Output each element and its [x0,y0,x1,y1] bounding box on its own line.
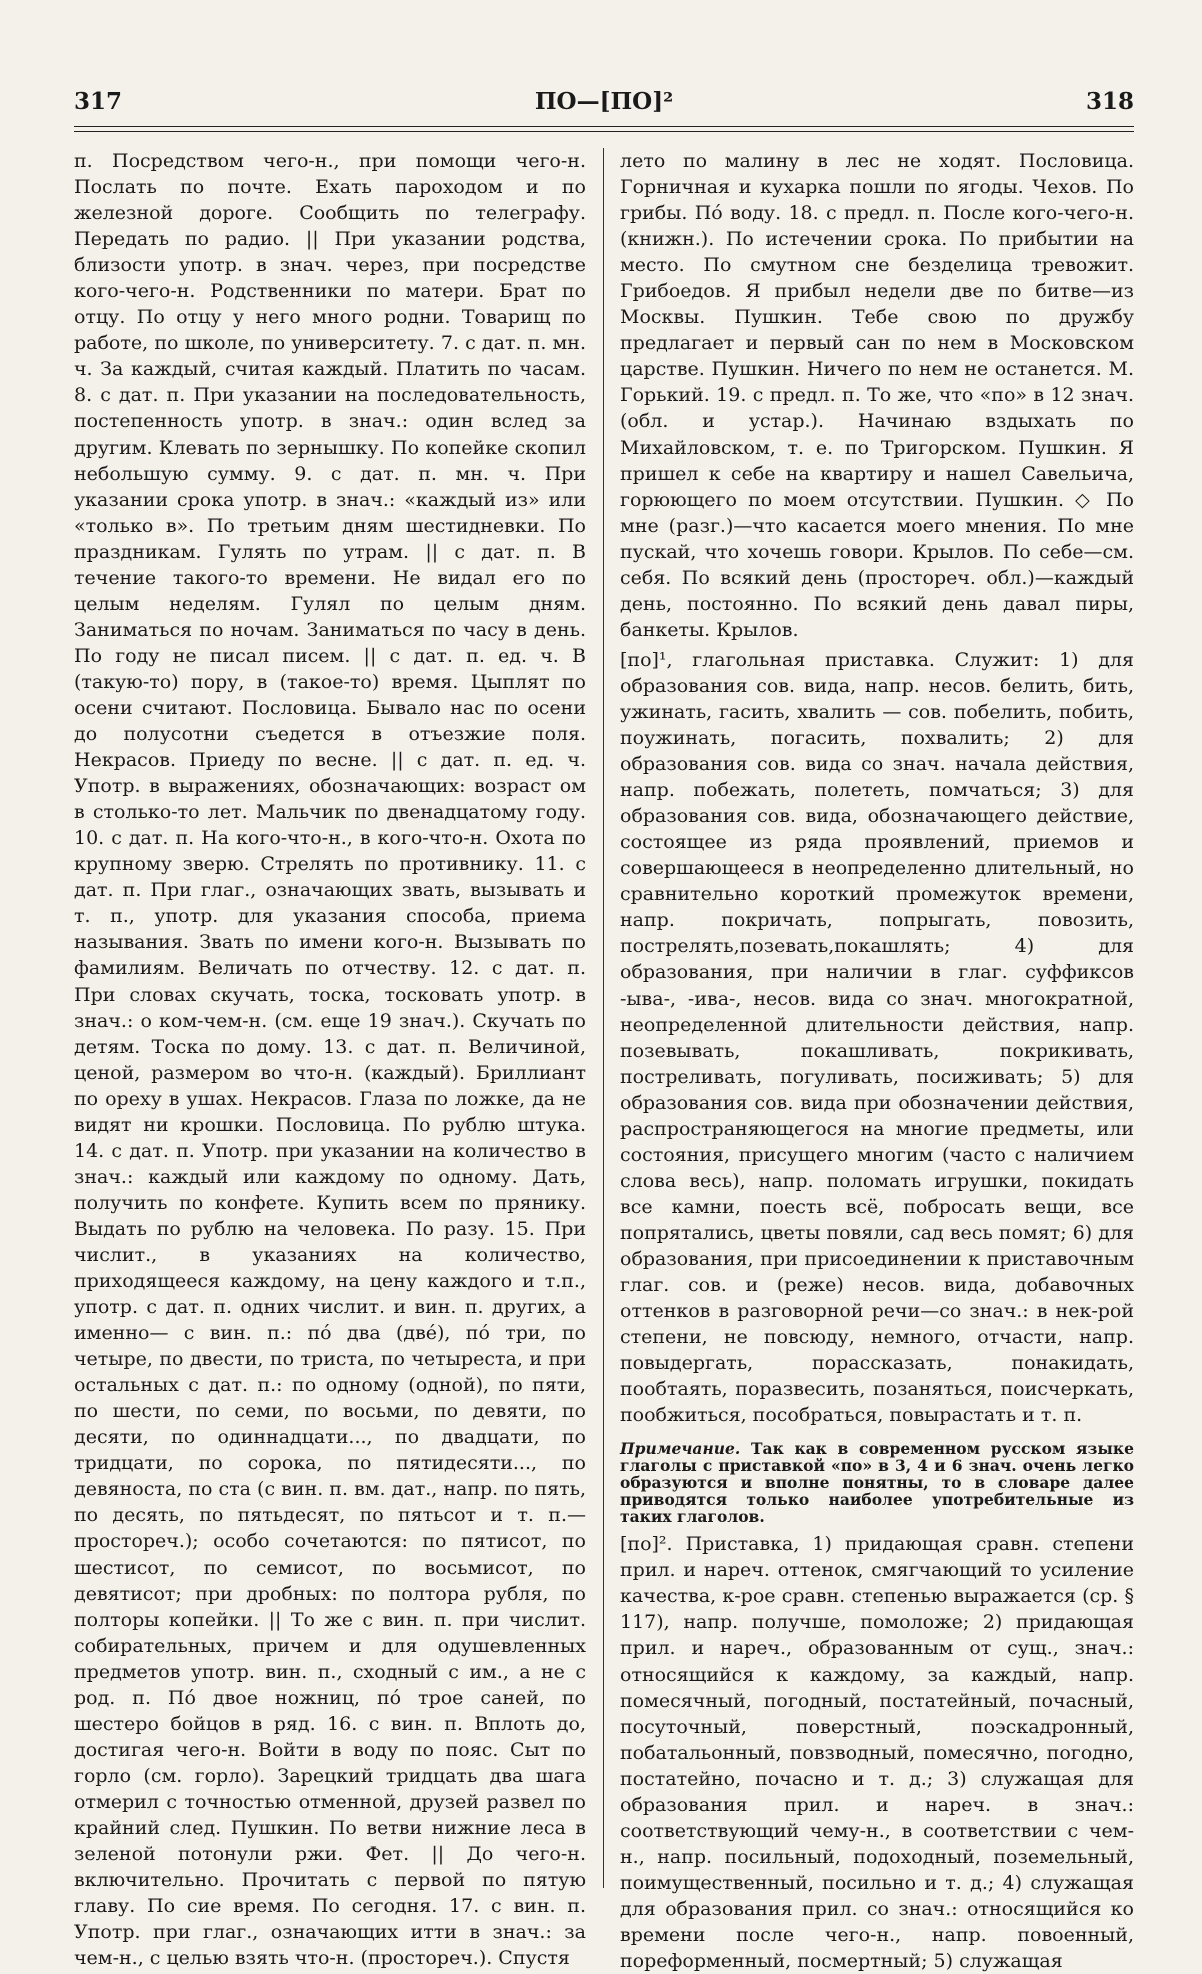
column-divider [603,148,604,1888]
page-number-right: 318 [1085,88,1134,115]
page-header [74,88,1134,122]
entry-text-left: п. Посредством чего-н., при помощи чего-н. Послать по почте. Ехать пароходом и по железной дороге. Сообщить по телеграфу. Передать по радио. || При указании родства, близости употр. в знач. через, при посредстве кого-чего-н. Родственники по матери. Брат по отцу. По отцу у него много родни. Товарищ по работе, по школе, по университету. 7. с дат. п. мн. ч. За каждый, считая каждый. Платить по часам. 8. с дат. п. При указании на последовательность, постепенность употр. в знач.: один вслед за другим. Клевать по зернышку. По копейке скопил небольшую сумму. 9. с дат. п. мн. ч. При указании срока употр. в знач.: «каждый из» или «только в». По третьим дням шестидневки. По праздникам. Гулять по утрам. || с дат. п. В течение такого-то времени. Не видал его по целым неделям. Гулял по целым дням. Заниматься по ночам. Заниматься по часу в день. По году не писал писем. || с дат. п. ед. ч. В (такую-то) пору, в (такое-то) время. Цыплят по осени считают. Пословица. Бывало нас по осени до полусотни съедется в отъезжие поля. Некрасов. Приеду по весне. || с дат. п. ед. ч. Употр. в выражениях, обозначающих: возраст ом в столько-то лет. Мальчик по двенадцатому году. 10. с дат. п. На кого-что-н., в кого-что-н. Охота по крупному зверю. Стрелять по противнику. 11. с дат. п. При глаг., означающих звать, вызывать и т. п., употр. для указания способа, приема называния. Звать по имени кого-н. Вызывать по фамилиям. Величать по отчеству. 12. с дат. п. При словах скучать, тоска, тосковать употр. в знач.: о ком-чем-н. (см. еще 19 знач.). Скучать по детям. Тоска по дому. 13. с дат. п. Величиной, ценой, размером во что-н. (каждый). Бриллиант по ореху в ушах. Некрасов. Глаза по ложке, да не видят ни крошки. Пословица. По рублю штука. 14. с дат. п. Употр. при указании на количество в знач.: каждый или каждому по одному. Дать, получить по конфете. Купить всем по прянику. Выдать по рублю на человека. По разу. 15. При числит., в указаниях на количество, приходящееся каждому, на цену каждого и т.п., употр. с дат. п. одних числит. и вин. п. других, а именно— с вин. п.: пó два (двé), пó три, по четыре, по двести, по триста, по четыреста, и при остальных с дат. п.: по одному (одной), по пяти, по шести, по семи, по восьми, по девяти, по десяти, по одиннадцати..., по двадцати, по тридцати, по сорока, по пятидесяти..., по девяноста, по ста (с вин. п. вм. дат., напр. по пять, по десять, по пятьдесят, по пятьсот и т. п.—простореч.); особо сочетаются: по пятисот, по шестисот, по семисот, по восьмисот, по девятисот; при дробных: по полтора рубля, по полторы копейки. || То же с вин. п. при числит. собирательных, причем и для одушевленных предметов употр. вин. п., сходный с им., а не с род. п. Пó двое ножниц, пó трое саней, по шестеро бойцов в ряд. 16. с вин. п. Вплоть до, достигая чего-н. Войти в воду по пояс. Сыт по горло (см. горло). Зарецкий тридцать два шага отмерил с точностью отменной, друзей развел по крайний след. Пушкин. По ветви нижние леса в зеленой потонули ржи. Фет. || До чего-н. включительно. Прочитать с первой по пятую главу. По сие время. По сегодня. 17. с вин. п. Употр. при глаг., означающих итти в знач.: за чем-н., с целью взять что-н. (простореч.). Спустя [74,150,586,1970]
left-column [74,148,586,1970]
right-column [620,148,1134,1973]
entry-po-prefix-2: [по]². Приставка, 1) придающая сравн. степени прил. и нареч. оттенок, смягчающий то усиление качества, к-рое сравн. степенью выражается (ср. § 117), напр. получше, помоложе; 2) придающая прил. и нареч., образованным от сущ., знач.: относящийся к каждому, за каждый, напр. помесячный, погодный, постатейный, почасный, посуточный, поверстный, поэскадронный, побатальонный, повзводный, помесячно, погодно, постатейно, почасно и т. д.; 3) служащая для образования прил. и нареч. в знач.: соответствующий чему-н., в соответствии с чем-н., напр. посильный, подоходный, поземельный, поимущественный, посильно и т. д.; 4) служащая для образования прил. со знач.: относящийся ко времени после чего-н., напр. повоенный, пореформенный, посмертный; 5) служащая [620,1533,1134,1973]
running-head: ПО—[ПО]² [534,88,674,115]
header-rule [74,126,1134,127]
entry-text-right-continued: лето по малину в лес не ходят. Пословица. Горничная и кухарка пошли по ягоды. Чехов. По грибы. Пó воду. 18. с предл. п. После кого-чего-н. (книжн.). По истечении срока. По прибытии на место. По смутном сне безделица тревожит. Грибоедов. Я прибыл недели две по битве—из Москвы. Пушкин. Тебе свою по дружбу предлагает и первый сан по нем в Московском царстве. Пушкин. Ничего по нем не останется. М. Горький. 19. с предл. п. То же, что «по» в 12 знач. (обл. и устар.). Начинаю вздыхать по Михайловском, т. е. по Тригорском. Пушкин. Я пришел к себе на квартиру и нашел Савельича, горюющего по моем отсутствии. Пушкин. ◇ По мне (разг.)—что касается моего мнения. По мне пускай, что хочешь говори. Крылов. По себе—см. себя. По всякий день (простореч. обл.)—каждый день, постоянно. По всякий день давал пиры, банкеты. Крылов. [620,150,1134,641]
usage-note [620,1440,1134,1525]
page-number-left: 317 [74,88,123,115]
usage-note-text: Так как в современном русском языке глаголы с приставкой «по» в 3, 4 и 6 знач. очень легко образуются и вполне понятны, то в словаре далее приводятся только наиболее употребительные из таких глаголов. [620,1439,1134,1527]
usage-note-label: Примечание. [620,1439,741,1459]
entry-po-prefix-1: [по]¹, глагольная приставка. Служит: 1) для образования сов. вида, напр. несов. белить, бить, ужинать, гасить, хвалить — сов. побелить, побить, поужинать, погасить, похвалить; 2) для образования сов. вида со знач. начала действия, напр. побежать, полететь, помчаться; 3) для образования сов. вида, обозначающего действие, состоящее из ряда проявлений, приемов и совершающееся в неопределенно длительный, но сравнительно короткий промежуток времени, напр. покричать, попрыгать, повозить, пострелять,позевать,покашлять; 4) для образования, при наличии в глаг. суффиксов -ыва-, -ива-, несов. вида со знач. многократной, неопределенной длительности действия, напр. позевывать, покашливать, покрикивать, постреливать, погуливать, посиживать; 5) для образования сов. вида при обозначении действия, распространяющегося на многие предметы, или состояния, присущего многим (часто с наличием слова весь), напр. поломать игрушки, покидать все камни, поесть всё, побросать вещи, все попрятались, цветы повяли, сад весь помят; 6) для образования, при присоединении к приставочным глаг. сов. и (реже) несов. вида, добавочных оттенков в разговорной речи—со знач.: в нек-рой степени, не повсюду, немного, отчасти, напр. повыдергать, порассказать, понакидать, пообтаять, поразвесить, позаняться, поисчеркать, пообжиться, пособраться, повырастать и т. п. [620,648,1134,1427]
header-rule-double [74,131,1134,132]
